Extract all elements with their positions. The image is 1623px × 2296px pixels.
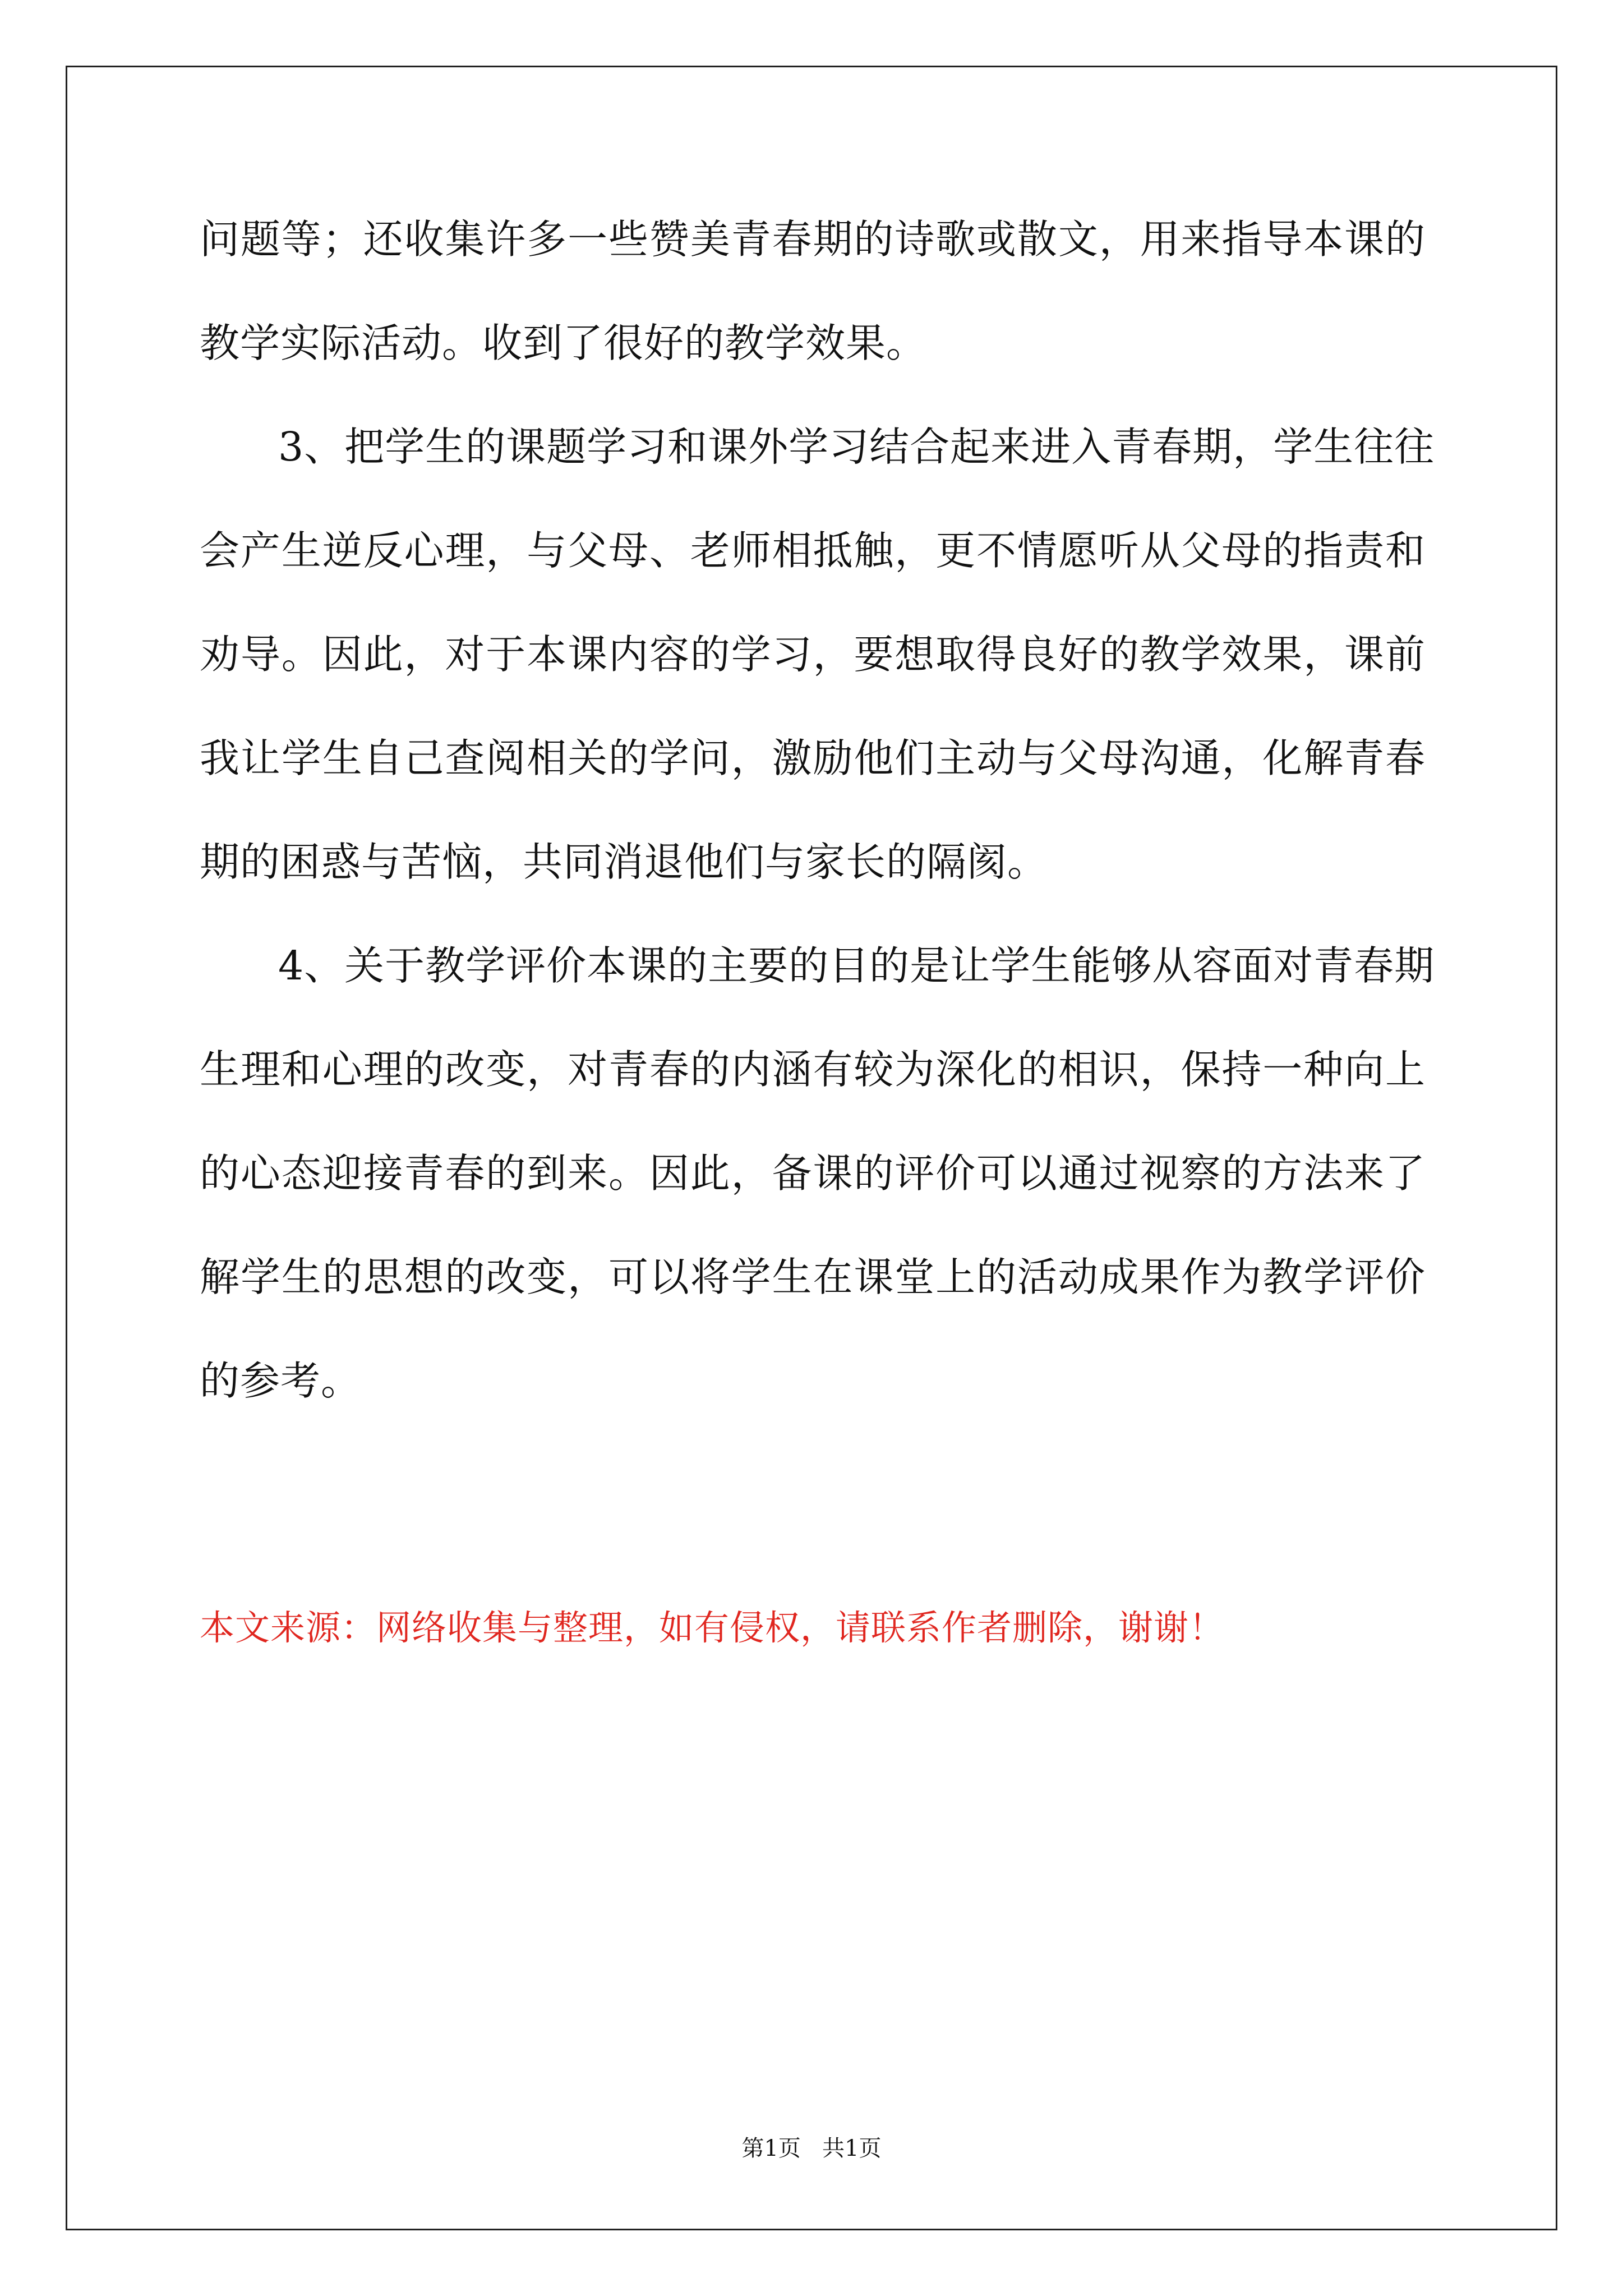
paragraph-3-line-3: 的心态迎接青春的到来。因此，备课的评价可以通过视察的方法来了 <box>200 1150 1426 1197</box>
document-body <box>200 213 1435 1458</box>
paragraph-3-line-5: 的参考。 <box>200 1358 362 1404</box>
paragraph-2-line-4: 我让学生自己查阅相关的学问，激励他们主动与父母沟通，化解青春 <box>200 735 1426 781</box>
paragraph-3-line-1: 4、关于教学评价本课的主要的目的是让学生能够从容面对青春期 <box>278 942 1435 989</box>
paragraph-1-line-2: 教学实际活动。收到了很好的教学效果。 <box>200 320 927 366</box>
paragraph-2-line-5: 期的困惑与苦恼，共同消退他们与家长的隔阂。 <box>200 839 1048 885</box>
paragraph-3-line-2: 生理和心理的改变，对青春的内涵有较为深化的相识，保持一种向上 <box>200 1046 1426 1093</box>
paragraph-1-line-1: 问题等；还收集许多一些赞美青春期的诗歌或散文，用来指导本课的 <box>200 216 1426 263</box>
paragraph-2-line-1: 3、把学生的课题学习和课外学习结合起来进入青春期，学生往往 <box>278 424 1435 470</box>
paragraph-3-line-4: 解学生的思想的改变，可以将学生在课堂上的活动成果作为教学评价 <box>200 1254 1426 1300</box>
paragraph-2-line-3: 劝导。因此，对于本课内容的学习，要想取得良好的教学效果，课前 <box>200 631 1426 678</box>
source-note: 本文来源：网络收集与整理，如有侵权，请联系作者删除，谢谢！ <box>200 1607 1225 1648</box>
paragraph-2-line-2: 会产生逆反心理，与父母、老师相抵触，更不情愿听从父母的指责和 <box>200 527 1426 574</box>
page-footer: 第1页 共1页 <box>741 2136 882 2161</box>
